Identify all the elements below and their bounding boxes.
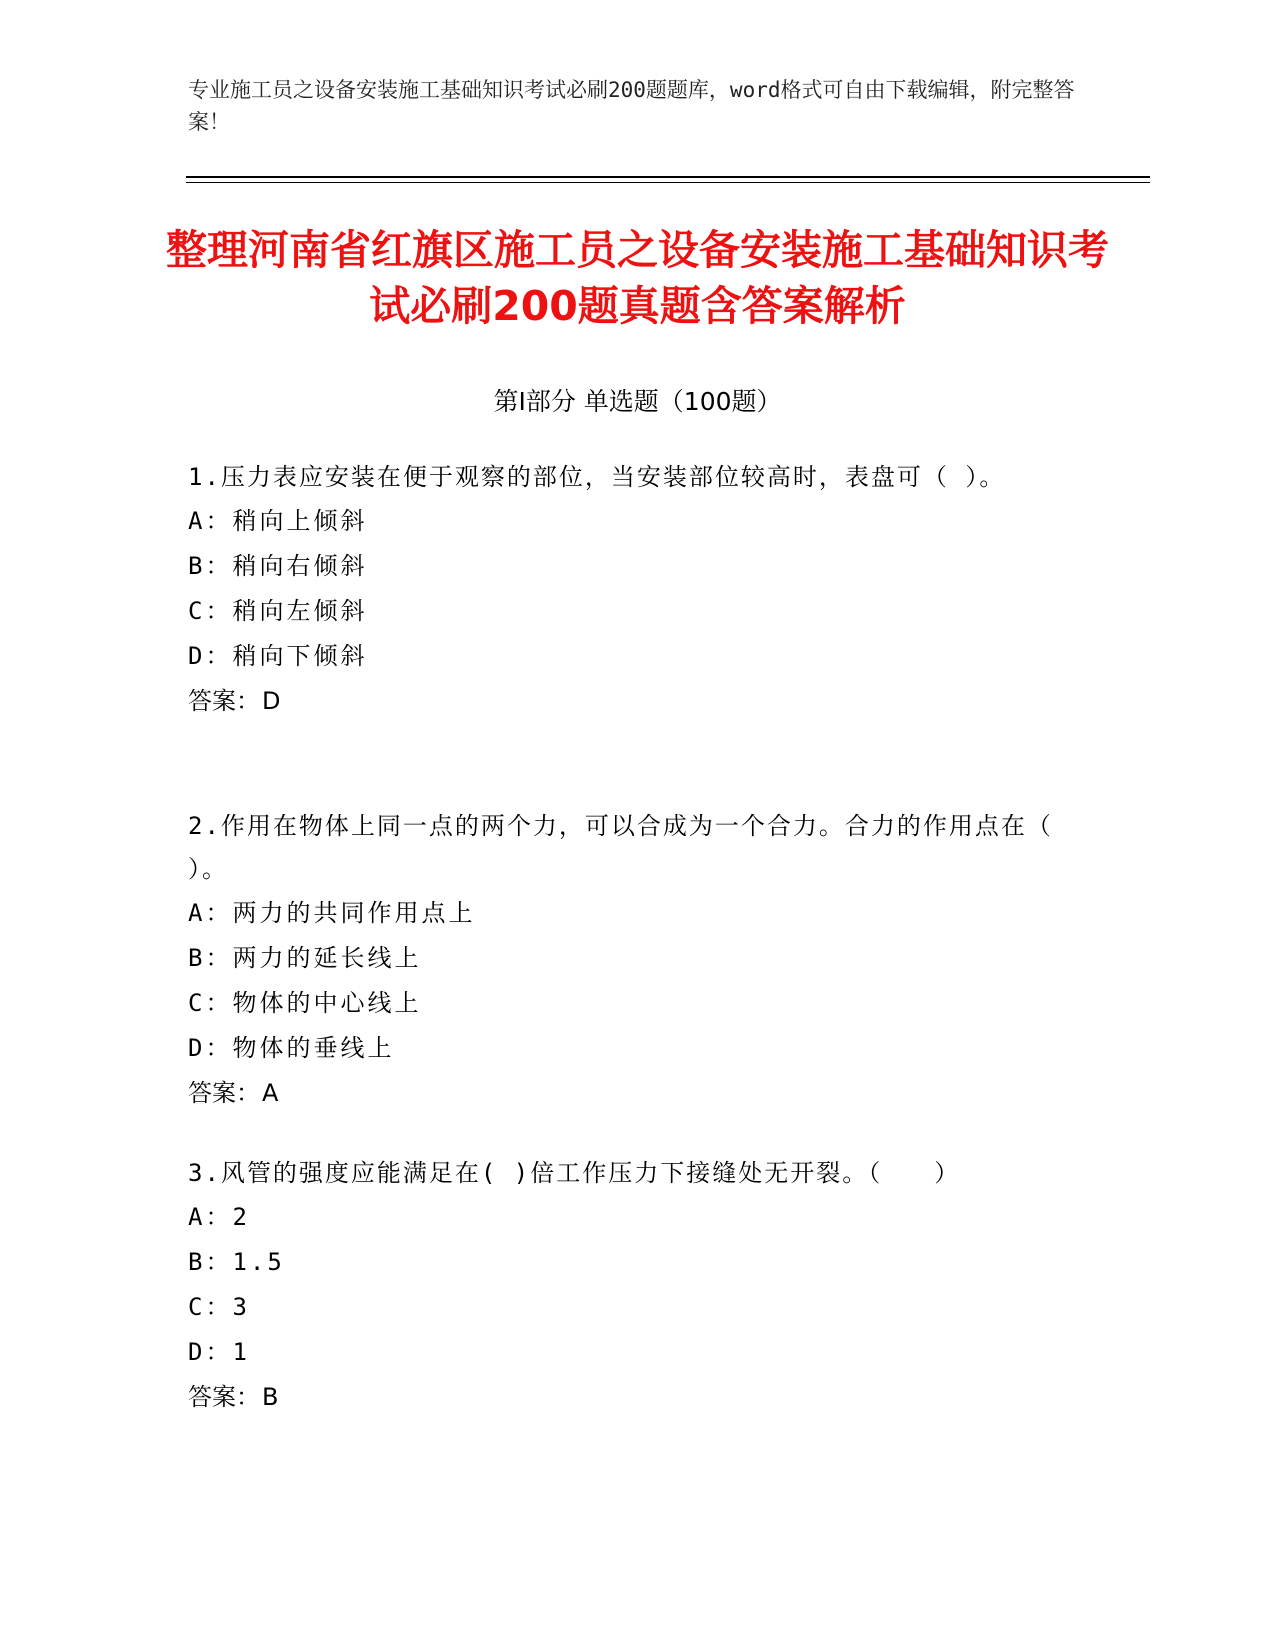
option-d: D：物体的垂线上 <box>188 1034 395 1062</box>
question-item <box>188 1152 1068 1420</box>
answer-label: 答案： <box>188 687 260 715</box>
answer-label: 答案： <box>188 1383 260 1411</box>
document-title: 整理河南省红旗区施工员之设备安装施工基础知识考试必刷200题真题含答案解析 <box>166 226 1109 330</box>
option-a: A：2 <box>188 1203 250 1231</box>
question-item <box>188 456 1068 724</box>
section-title: 第Ⅰ部分 单选题（100题） <box>493 387 782 416</box>
header-divider-thin <box>186 182 1150 183</box>
question-stem: 2.作用在物体上同一点的两个力，可以合成为一个合力。合力的作用点在（ ）。 <box>188 812 1053 883</box>
option-b: B：两力的延长线上 <box>188 944 422 972</box>
question-stem: 3.风管的强度应能满足在( )倍工作压力下接缝处无开裂。（ ） <box>188 1159 961 1187</box>
answer-label: 答案： <box>188 1079 260 1107</box>
question-stem: 1.压力表应安装在便于观察的部位，当安装部位较高时，表盘可（ ）。 <box>188 463 1006 491</box>
option-c: C：稍向左倾斜 <box>188 597 368 625</box>
option-b: B：稍向右倾斜 <box>188 552 368 580</box>
header-divider-thick <box>186 176 1150 178</box>
question-item <box>188 805 1068 1116</box>
header-note: 专业施工员之设备安装施工基础知识考试必刷200题题库，word格式可自由下载编辑，附完整答案！ <box>188 78 1075 134</box>
option-c: C：物体的中心线上 <box>188 989 422 1017</box>
option-a: A：两力的共同作用点上 <box>188 899 476 927</box>
answer-value: B <box>262 1383 279 1411</box>
answer-value: A <box>262 1079 279 1107</box>
answer-value: D <box>262 687 281 715</box>
answer-line <box>188 1071 1068 1116</box>
answer-line <box>188 1375 1068 1420</box>
option-a: A：稍向上倾斜 <box>188 507 368 535</box>
answer-line <box>188 679 1068 724</box>
option-b: B：1.5 <box>188 1248 285 1276</box>
option-c: C：3 <box>188 1293 250 1321</box>
option-d: D：稍向下倾斜 <box>188 642 368 670</box>
option-d: D：1 <box>188 1338 250 1366</box>
